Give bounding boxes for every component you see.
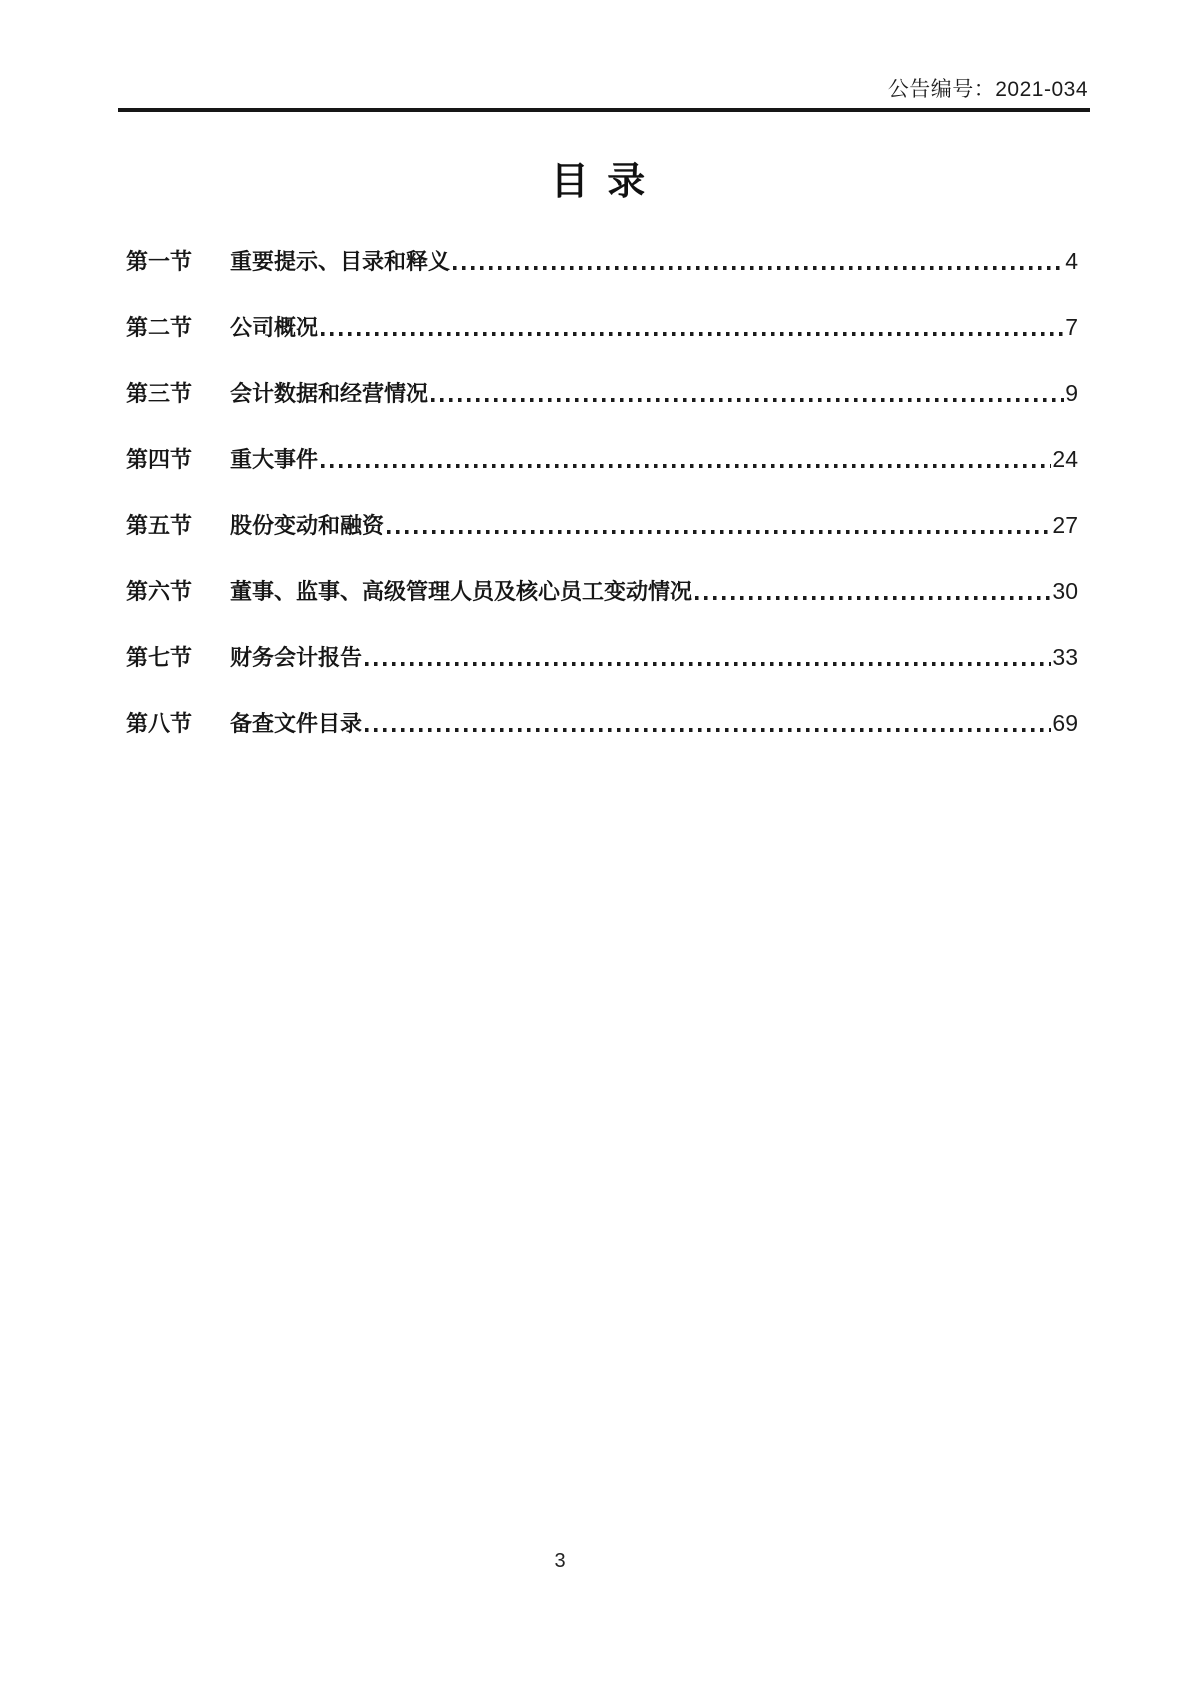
toc-section-label: 第七节 (126, 645, 193, 670)
toc-entry-title: 公司概况 (230, 315, 319, 340)
notice-number: 公告编号：2021-034 (887, 78, 1088, 101)
toc-page-number: 69 (1052, 710, 1078, 736)
dot-leader (387, 530, 1051, 534)
toc-section-label: 第六节 (126, 579, 193, 604)
toc-section-label: 第二节 (126, 315, 193, 340)
toc-entry (126, 381, 1078, 405)
footer-page-number: 3 (554, 1550, 566, 1572)
page-title: 目 录 (550, 161, 650, 203)
toc-section-label: 第八节 (126, 711, 193, 736)
toc-entry (126, 447, 1078, 471)
toc-entry-title: 股份变动和融资 (230, 513, 385, 538)
dot-leader (365, 662, 1051, 666)
toc-section-label: 第一节 (126, 249, 193, 274)
toc-entry (126, 513, 1078, 537)
toc-entry-title: 重大事件 (230, 447, 319, 472)
toc-entry (126, 711, 1078, 735)
toc-section-label: 第四节 (126, 447, 193, 472)
toc-entry-title: 重要提示、目录和释义 (230, 249, 451, 274)
toc-page-number: 24 (1052, 446, 1078, 472)
toc-list (126, 249, 1078, 777)
toc-entry (126, 315, 1078, 339)
toc-entry-title: 会计数据和经营情况 (230, 381, 429, 406)
toc-section-label: 第五节 (126, 513, 193, 538)
header-rule (118, 108, 1090, 112)
toc-page-number: 33 (1052, 644, 1078, 670)
dot-leader (321, 464, 1051, 468)
toc-page-number: 9 (1065, 380, 1078, 406)
toc-entry (126, 645, 1078, 669)
toc-entry-title: 董事、监事、高级管理人员及核心员工变动情况 (230, 579, 693, 604)
dot-leader (695, 596, 1051, 600)
toc-section-label: 第三节 (126, 381, 193, 406)
toc-page-number: 30 (1052, 578, 1078, 604)
toc-page-number: 7 (1065, 314, 1078, 340)
toc-entry-title: 备查文件目录 (230, 711, 363, 736)
toc-page-number: 27 (1052, 512, 1078, 538)
toc-entry (126, 249, 1078, 273)
toc-entry-title: 财务会计报告 (230, 645, 363, 670)
dot-leader (321, 332, 1064, 336)
dot-leader (453, 266, 1064, 270)
dot-leader (365, 728, 1051, 732)
toc-page-number: 4 (1065, 248, 1078, 274)
toc-entry (126, 579, 1078, 603)
dot-leader (431, 398, 1064, 402)
